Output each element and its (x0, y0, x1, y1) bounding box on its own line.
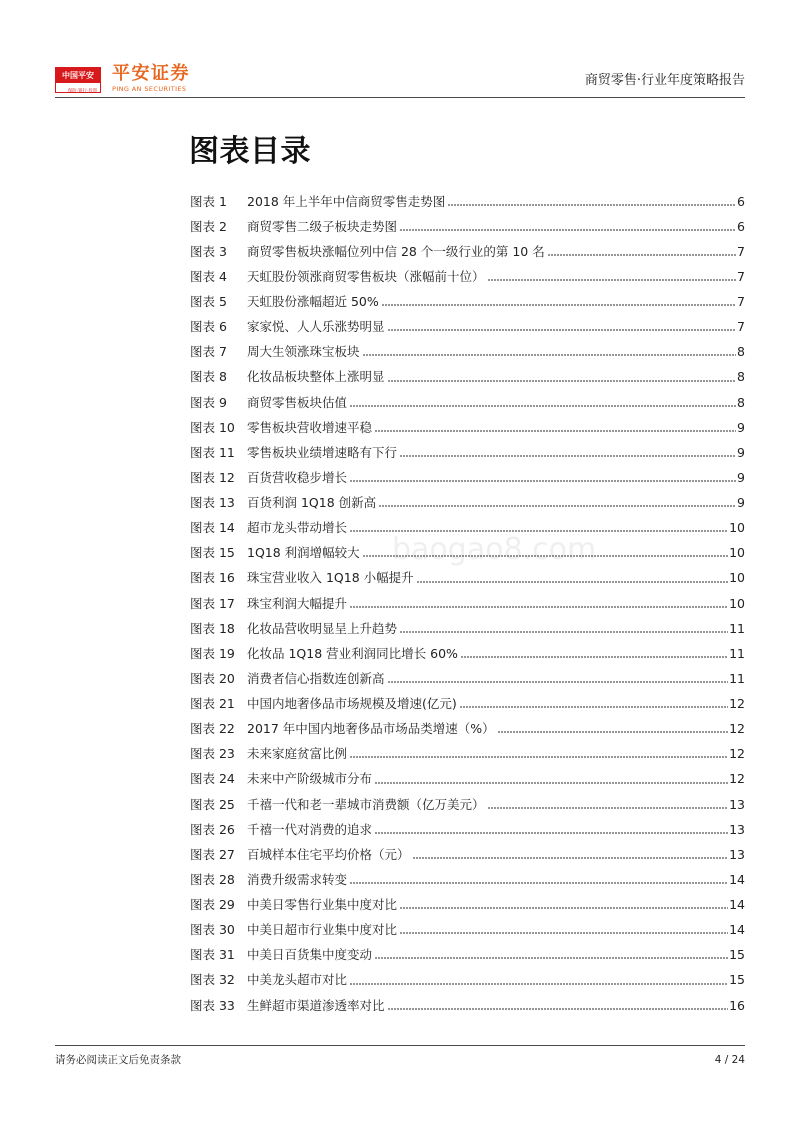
toc-entry-page: 7 (737, 319, 745, 335)
toc-entry-label: 图表 10 (190, 419, 235, 435)
toc-entry-page: 10 (729, 570, 745, 586)
toc-entry-page: 9 (737, 495, 745, 510)
dot-leader (350, 756, 728, 758)
header-divider (55, 97, 745, 98)
ping-an-securities-logo (112, 63, 202, 94)
toc-entry-title: 化妆品板块整体上涨明显 (247, 369, 385, 385)
dot-leader (388, 1008, 729, 1010)
dot-leader (448, 204, 736, 206)
toc-entry-title: 周大生领涨珠宝板块 (247, 344, 360, 360)
dot-leader (350, 480, 736, 482)
toc-entry-page: 7 (737, 243, 745, 259)
toc-entry-title: 千禧一代和老一辈城市消费额（亿万美元） (247, 796, 485, 812)
dot-leader (363, 555, 728, 557)
toc-entry[interactable] (190, 641, 745, 666)
toc-entry-page: 14 (729, 922, 745, 938)
dot-leader (400, 932, 728, 934)
toc-entry-title: 千禧一代对消费的追求 (247, 821, 373, 837)
dot-leader (488, 279, 737, 281)
toc-entry-title: 超市龙头带动增长 (247, 520, 348, 536)
toc-entry-label: 图表 6 (190, 319, 227, 335)
toc-entry-page: 12 (729, 721, 745, 737)
toc-entry[interactable] (190, 415, 745, 440)
toc-entry[interactable] (190, 993, 745, 1018)
toc-entry[interactable] (190, 666, 745, 691)
toc-entry-page: 13 (729, 821, 745, 837)
toc-entry[interactable] (190, 716, 745, 741)
toc-entry-label: 图表 15 (190, 545, 235, 561)
toc-entry-title: 百货利润 1Q18 创新高 (247, 495, 377, 510)
dot-leader (379, 505, 736, 507)
figure-list (190, 189, 745, 1018)
toc-entry[interactable] (190, 189, 745, 214)
toc-entry-label: 图表 19 (190, 645, 235, 661)
toc-entry-page: 7 (737, 268, 745, 284)
toc-entry-title: 消费升级需求转变 (247, 871, 348, 887)
toc-entry-title: 化妆品营收明显呈上升趋势 (247, 620, 398, 636)
page-title: 图表目录 (189, 134, 311, 169)
toc-entry[interactable] (190, 967, 745, 992)
toc-entry-title: 百货营收稳步增长 (247, 469, 348, 485)
toc-entry[interactable] (190, 465, 745, 490)
toc-entry[interactable] (190, 766, 745, 791)
toc-entry-label: 图表 27 (190, 846, 235, 862)
toc-entry-page: 12 (729, 746, 745, 762)
toc-entry-label: 图表 5 (190, 294, 227, 309)
toc-entry[interactable] (190, 289, 745, 314)
toc-entry-label: 图表 16 (190, 570, 235, 586)
logo-group-tagline-row (56, 83, 100, 92)
dot-leader (460, 706, 728, 708)
toc-entry-page: 10 (729, 520, 745, 536)
toc-entry-label: 图表 22 (190, 721, 235, 737)
toc-entry-label: 图表 3 (190, 243, 227, 259)
dot-leader (363, 354, 737, 356)
toc-entry-page: 12 (729, 771, 745, 787)
toc-entry-title: 未来家庭贫富比例 (247, 746, 348, 762)
toc-entry-page: 12 (729, 696, 745, 711)
toc-entry-page: 8 (737, 344, 745, 360)
toc-entry[interactable] (190, 314, 745, 339)
toc-entry[interactable] (190, 515, 745, 540)
toc-entry-title: 零售板块营收增速平稳 (247, 419, 373, 435)
toc-entry[interactable] (190, 591, 745, 616)
toc-entry-title: 生鲜超市渠道渗透率对比 (247, 997, 385, 1013)
toc-entry[interactable] (190, 616, 745, 641)
dot-leader (350, 530, 728, 532)
toc-entry[interactable] (190, 565, 745, 590)
toc-entry-title: 未来中产阶级城市分布 (247, 771, 373, 787)
toc-entry-label: 图表 8 (190, 369, 227, 385)
toc-entry-label: 图表 24 (190, 771, 235, 787)
toc-entry[interactable] (190, 490, 745, 515)
dot-leader (388, 681, 729, 683)
dot-leader (350, 882, 728, 884)
dot-leader (375, 957, 728, 959)
toc-entry[interactable] (190, 264, 745, 289)
toc-entry[interactable] (190, 942, 745, 967)
toc-entry[interactable] (190, 917, 745, 942)
toc-entry-title: 化妆品 1Q18 营业利润同比增长 60% (247, 645, 458, 661)
toc-entry-page: 14 (729, 871, 745, 887)
footer-divider (55, 1045, 745, 1046)
toc-entry-title: 中美日百货集中度变动 (247, 947, 373, 963)
toc-entry-title: 零售板块业绩增速略有下行 (247, 444, 398, 460)
toc-entry-page: 6 (737, 193, 745, 209)
toc-entry-title: 天虹股份涨幅超近 50% (247, 294, 379, 309)
toc-entry[interactable] (190, 867, 745, 892)
toc-entry-title: 商贸零售板块估值 (247, 394, 348, 410)
toc-entry-title: 中美龙头超市对比 (247, 972, 348, 988)
toc-entry-page: 14 (729, 897, 745, 912)
toc-entry-title: 商贸零售板块涨幅位列中信 28 个一级行业的第 10 名 (247, 243, 545, 259)
toc-entry[interactable] (190, 364, 745, 389)
toc-entry-title: 2018 年上半年中信商贸零售走势图 (247, 193, 446, 209)
toc-entry-label: 图表 4 (190, 268, 227, 284)
toc-entry-label: 图表 17 (190, 595, 235, 611)
dot-leader (350, 983, 728, 985)
toc-entry-label: 图表 11 (190, 444, 235, 460)
toc-entry-page: 15 (729, 972, 745, 988)
toc-entry-label: 图表 33 (190, 997, 235, 1013)
dot-leader (548, 254, 736, 256)
toc-entry-page: 8 (737, 394, 745, 410)
logo-group-tagline: 保险·银行·投资 (67, 88, 98, 93)
toc-entry-page: 9 (737, 469, 745, 485)
toc-entry-title: 中美日零售行业集中度对比 (247, 897, 398, 912)
toc-entry-title: 1Q18 利润增幅较大 (247, 545, 360, 561)
toc-entry[interactable] (190, 792, 745, 817)
toc-entry[interactable] (190, 440, 745, 465)
dot-leader (417, 581, 728, 583)
dot-leader (350, 606, 728, 608)
toc-entry[interactable] (190, 691, 745, 716)
toc-entry-page: 15 (729, 947, 745, 963)
toc-entry-label: 图表 9 (190, 394, 227, 410)
toc-entry-page: 10 (729, 595, 745, 611)
toc-entry-title: 珠宝营业收入 1Q18 小幅提升 (247, 570, 414, 586)
toc-entry-page: 16 (729, 997, 745, 1013)
toc-entry[interactable] (190, 214, 745, 239)
dot-leader (488, 807, 729, 809)
ping-an-group-logo (55, 67, 101, 93)
toc-entry-label: 图表 31 (190, 947, 235, 963)
toc-entry-page: 9 (737, 444, 745, 460)
logo-group-name: 中国平安 (56, 68, 100, 83)
toc-entry-title: 中国内地奢侈品市场规模及增速(亿元) (247, 696, 457, 711)
toc-entry-label: 图表 20 (190, 670, 235, 686)
toc-entry-page: 9 (737, 419, 745, 435)
toc-entry-label: 图表 14 (190, 520, 235, 536)
toc-entry-page: 11 (729, 645, 745, 661)
toc-entry-page: 11 (729, 670, 745, 686)
toc-entry-label: 图表 28 (190, 871, 235, 887)
toc-entry-label: 图表 18 (190, 620, 235, 636)
page-number: 4 / 24 (714, 1054, 745, 1066)
dot-leader (413, 857, 729, 859)
toc-entry-label: 图表 12 (190, 469, 235, 485)
toc-entry[interactable] (190, 817, 745, 842)
toc-entry[interactable] (190, 741, 745, 766)
toc-entry[interactable] (190, 239, 745, 264)
dot-leader (400, 631, 728, 633)
toc-entry-label: 图表 21 (190, 696, 235, 711)
toc-entry-page: 10 (729, 545, 745, 561)
dot-leader (375, 832, 728, 834)
toc-entry-label: 图表 30 (190, 922, 235, 938)
dot-leader (375, 782, 728, 784)
toc-entry-label: 图表 1 (190, 193, 227, 209)
toc-entry-label: 图表 26 (190, 821, 235, 837)
dot-leader (400, 229, 736, 231)
dot-leader (388, 329, 737, 331)
toc-entry-label: 图表 7 (190, 344, 227, 360)
toc-entry-title: 中美日超市行业集中度对比 (247, 922, 398, 938)
toc-entry[interactable] (190, 892, 745, 917)
dot-leader (400, 907, 728, 909)
toc-entry-title: 天虹股份领涨商贸零售板块（涨幅前十位） (247, 268, 485, 284)
dot-leader (498, 731, 728, 733)
brand-name: 平安证券 (112, 63, 190, 84)
toc-entry-label: 图表 25 (190, 796, 235, 812)
report-type-header: 商贸零售·行业年度策略报告 (584, 73, 745, 88)
dot-leader (382, 304, 736, 306)
footer-disclaimer: 请务必阅读正文后免责条款 (55, 1054, 181, 1066)
watermark: baogao8.com (392, 532, 597, 567)
toc-entry-title: 百城样本住宅平均价格（元） (247, 846, 410, 862)
toc-entry-label: 图表 32 (190, 972, 235, 988)
toc-entry-page: 13 (729, 846, 745, 862)
toc-entry[interactable] (190, 390, 745, 415)
dot-leader (388, 380, 737, 382)
toc-entry[interactable] (190, 540, 745, 565)
toc-entry[interactable] (190, 842, 745, 867)
toc-entry-page: 11 (729, 620, 745, 636)
toc-entry-page: 8 (737, 369, 745, 385)
toc-entry-page: 7 (737, 294, 745, 309)
dot-leader (350, 405, 736, 407)
dot-leader (461, 656, 728, 658)
toc-entry-page: 13 (729, 796, 745, 812)
toc-entry-label: 图表 13 (190, 495, 235, 510)
toc-entry-title: 家家悦、人人乐涨势明显 (247, 319, 385, 335)
brand-english-name: PING AN SECURITIES (112, 85, 187, 93)
dot-leader (400, 455, 736, 457)
toc-entry-page: 6 (737, 218, 745, 234)
toc-entry-label: 图表 29 (190, 897, 235, 912)
toc-entry-title: 消费者信心指数连创新高 (247, 670, 385, 686)
toc-entry-label: 图表 2 (190, 218, 227, 234)
toc-entry-title: 商贸零售二级子板块走势图 (247, 218, 398, 234)
toc-entry-title: 2017 年中国内地奢侈品市场品类增速（%） (247, 721, 495, 737)
toc-entry-label: 图表 23 (190, 746, 235, 762)
toc-entry-title: 珠宝利润大幅提升 (247, 595, 348, 611)
toc-entry[interactable] (190, 339, 745, 364)
dot-leader (375, 430, 736, 432)
